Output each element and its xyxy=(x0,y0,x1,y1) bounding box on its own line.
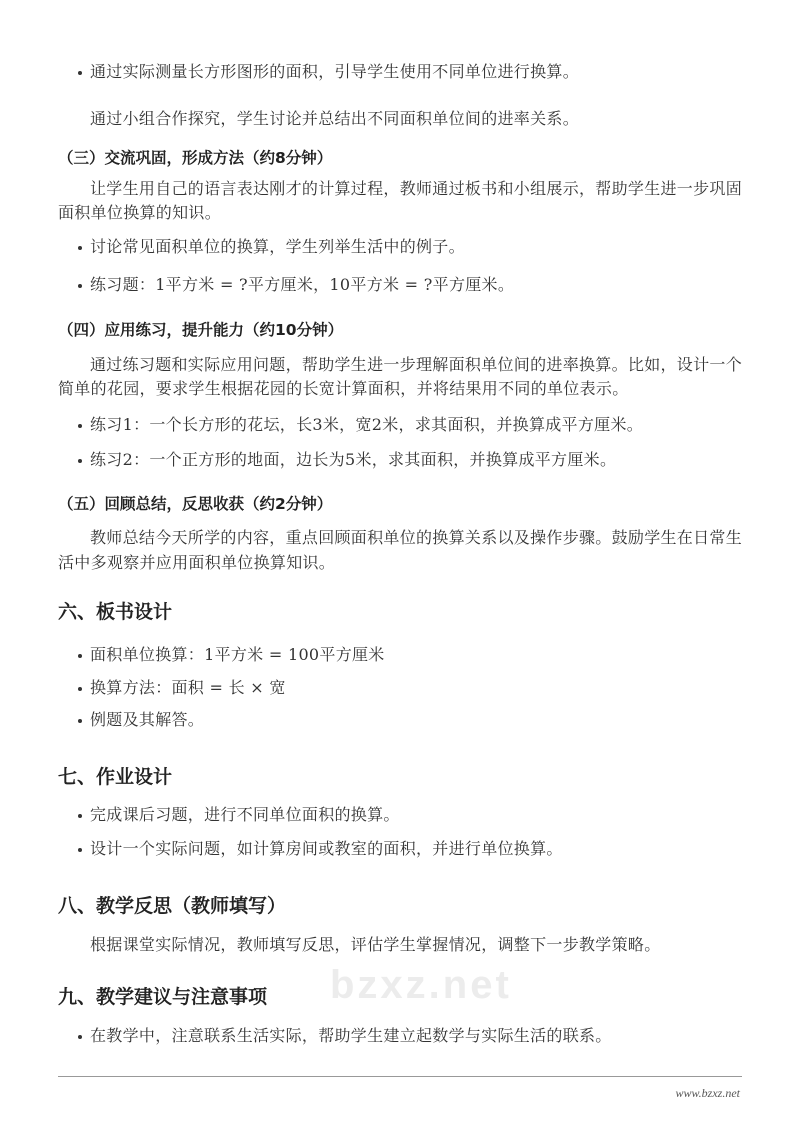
paragraph: 通过小组合作探究，学生讨论并总结出不同面积单位间的进率关系。 xyxy=(90,109,580,128)
list-item: 练习1：一个长方形的花坛，长3米，宽2米，求其面积，并换算成平方厘米。 xyxy=(90,415,644,434)
list-item: 例题及其解答。 xyxy=(90,710,205,729)
paragraph: 让学生用自己的语言表达刚才的计算过程，教师通过板书和小组展示，帮助学生进一步巩固 xyxy=(90,179,743,198)
list-item: 练习题：1平方米 = ?平方厘米，10平方米 = ?平方厘米。 xyxy=(90,275,515,294)
list-item: 完成课后习题，进行不同单位面积的换算。 xyxy=(90,805,400,824)
section-heading: （四）应用练习，提升能力（约10分钟） xyxy=(58,321,344,339)
footer-divider xyxy=(58,1076,742,1077)
list-item: 设计一个实际问题，如计算房间或教室的面积，并进行单位换算。 xyxy=(90,839,563,858)
list-item: 通过实际测量长方形图形的面积，引导学生使用不同单位进行换算。 xyxy=(90,62,580,81)
paragraph: 简单的花园，要求学生根据花园的长宽计算面积，并将结果用不同的单位表示。 xyxy=(58,379,629,398)
list-item: 面积单位换算：1平方米 = 100平方厘米 xyxy=(90,645,385,664)
section-heading: （三）交流巩固，形成方法（约8分钟） xyxy=(58,149,333,167)
paragraph: 通过练习题和实际应用问题，帮助学生进一步理解面积单位间的进率换算。比如，设计一个 xyxy=(90,355,743,374)
section-heading: 七、作业设计 xyxy=(58,766,173,788)
footer-url: www.bzxz.net xyxy=(675,1086,740,1100)
paragraph: 面积单位换算的知识。 xyxy=(58,203,222,222)
paragraph: 活中多观察并应用面积单位换算知识。 xyxy=(58,553,336,572)
list-item: 换算方法：面积 = 长 × 宽 xyxy=(90,678,286,697)
section-heading: 八、教学反思（教师填写） xyxy=(58,895,287,917)
paragraph: 教师总结今天所学的内容，重点回顾面积单位的换算关系以及操作步骤。鼓励学生在日常生 xyxy=(90,528,743,547)
watermark: bzxz.net xyxy=(330,963,512,1007)
section-heading: （五）回顾总结，反思收获（约2分钟） xyxy=(58,495,333,513)
section-heading: 六、板书设计 xyxy=(58,601,173,623)
list-item: 练习2：一个正方形的地面，边长为5米，求其面积，并换算成平方厘米。 xyxy=(90,450,617,469)
list-item: 在教学中，注意联系生活实际，帮助学生建立起数学与实际生活的联系。 xyxy=(90,1026,612,1045)
section-heading: 九、教学建议与注意事项 xyxy=(58,986,268,1008)
paragraph: 根据课堂实际情况，教师填写反思，评估学生掌握情况，调整下一步教学策略。 xyxy=(90,935,661,954)
list-item: 讨论常见面积单位的换算，学生列举生活中的例子。 xyxy=(90,237,465,256)
